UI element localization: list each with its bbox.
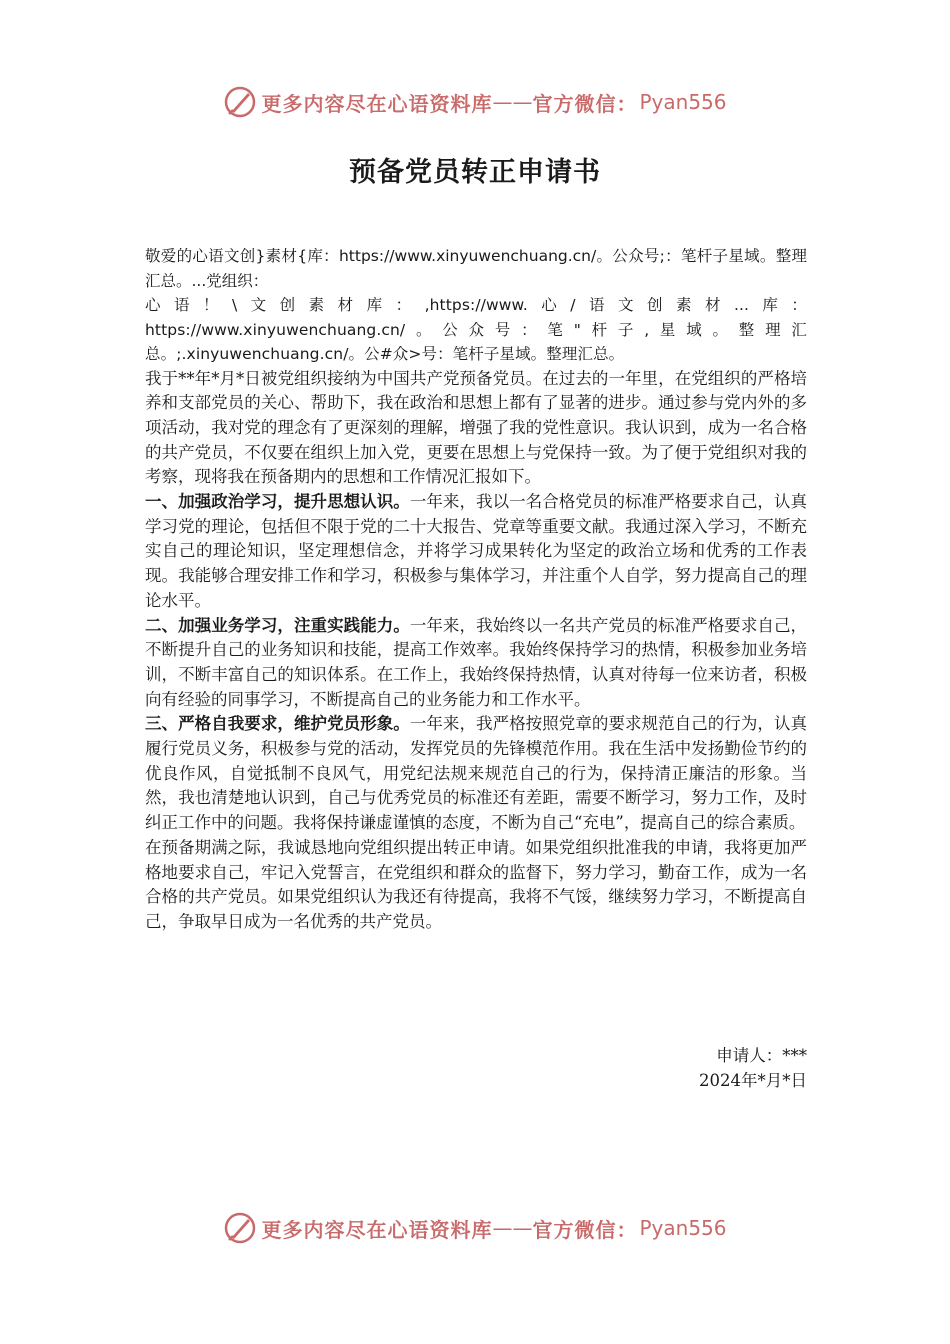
paragraph-body: 一年来，我严格按照党章的要求规范自己的行为，认真履行党员义务，积极参与党的活动，发挥党员的先锋模范作用。我在生活中发扬勤俭节约的优良作风，自觉抵制不良风气，用党纪法规来规范自己的行为，保持清正廉洁的形象。当然，我也清楚地认识到，自己与优秀党员的标准还有差距，需要不断学习，努力工作，及时纠正工作中的问题。我将保持谦虚谨慎的态度，不断为自己“充电”，提高自己的综合素质。 — [145, 714, 808, 833]
salutation-line-1: 敬爱的心语文创}素材{库：https://www.xinyuwenchuang.cn/。公众号;：笔杆子星域。整理汇总。...党组织： — [145, 247, 807, 290]
banner-text: 更多内容尽在心语资料库 — [261, 1217, 493, 1242]
banner-wechat-id: Pyan556 — [639, 1216, 727, 1240]
banner-text: 更多内容尽在心语资料库 — [261, 91, 493, 116]
paragraph-body: 一年来，我始终以一名共产党员的标准严格要求自己，不断提升自己的业务知识和技能，提高工作效率。我始终保持学习的热情，积极参加业务培训，不断丰富自己的知识体系。在工作上，我始终保持热情，认真对待每一位来访者，积极向有经验的同事学习，不断提高自己的业务能力和工作水平。 — [145, 615, 808, 709]
quill-logo-icon — [223, 1211, 257, 1245]
letter-body — [145, 244, 807, 935]
paragraph-section-1 — [145, 490, 807, 614]
section-heading: 三、严格自我要求，维护党员形象。 — [145, 714, 410, 734]
paragraph-conclusion — [145, 836, 807, 935]
paragraph-intro — [145, 367, 807, 491]
paragraph-body: 一年来，我以一名合格党员的标准严格要求自己，认真学习党的理论，包括但不限于党的二十大报告、党章等重要文献。我通过深入学习，不断充实自己的理论知识，坚定理想信念，并将学习成果转化为坚定的政治立场和优秀的工作表现。我能够合理安排工作和学习，积极参与集体学习，并注重个人自学，努力提高自己的理论水平。 — [145, 492, 808, 610]
page-title: 预备党员转正申请书 — [349, 157, 601, 188]
watermark-banner-bottom — [0, 1208, 950, 1248]
banner-wechat-id: Pyan556 — [639, 90, 727, 114]
banner-official: 官方微信： — [532, 91, 638, 116]
paragraph-section-2 — [145, 614, 807, 713]
watermark-banner-top — [0, 82, 950, 122]
banner-separator: —— — [492, 1216, 533, 1240]
signature-date: 2024年*月*日 — [699, 1071, 807, 1090]
section-heading: 二、加强业务学习，注重实践能力。 — [145, 615, 410, 635]
banner-official: 官方微信： — [532, 1217, 638, 1242]
paragraph-section-3 — [145, 712, 807, 836]
section-heading: 一、加强政治学习，提升思想认识。 — [145, 492, 410, 512]
salutation-line-2: 心语！\文创素材库：,https://www.心/语文创素材...库：https://www.xinyuwenchuang.cn/。公众号：笔"杆子,星域。整理汇总。;.xinyuwenchuang.cn/。公#众>号：笔杆子星域。整理汇总。 — [145, 296, 807, 363]
paragraph-body: 在预备期满之际，我诚恳地向党组织提出转正申请。如果党组织批准我的申请，我将更加严格地要求自己，牢记入党誓言，在党组织和群众的监督下，努力学习，勤奋工作，成为一名合格的共产党员。如果党组织认为我还有待提高，我将不气馁，继续努力学习，不断提高自己，争取早日成为一名优秀的共产党员。 — [145, 837, 807, 931]
banner-separator: —— — [492, 90, 533, 114]
quill-logo-icon — [223, 85, 257, 119]
paragraph-body: 我于**年*月*日被党组织接纳为中国共产党预备党员。在过去的一年里，在党组织的严格培养和支部党员的关心、帮助下，我在政治和思想上都有了显著的进步。通过参与党内外的多项活动，我对党的理念有了更深刻的理解，增强了我的党性意识。我认识到，成为一名合格的共产党员，不仅要在组织上加入党，更要在思想上与党保持一致。为了便于党组织对我的考察，现将我在预备期内的思想和工作情况汇报如下。 — [145, 368, 807, 487]
signature-applicant: 申请人：*** — [716, 1046, 807, 1065]
